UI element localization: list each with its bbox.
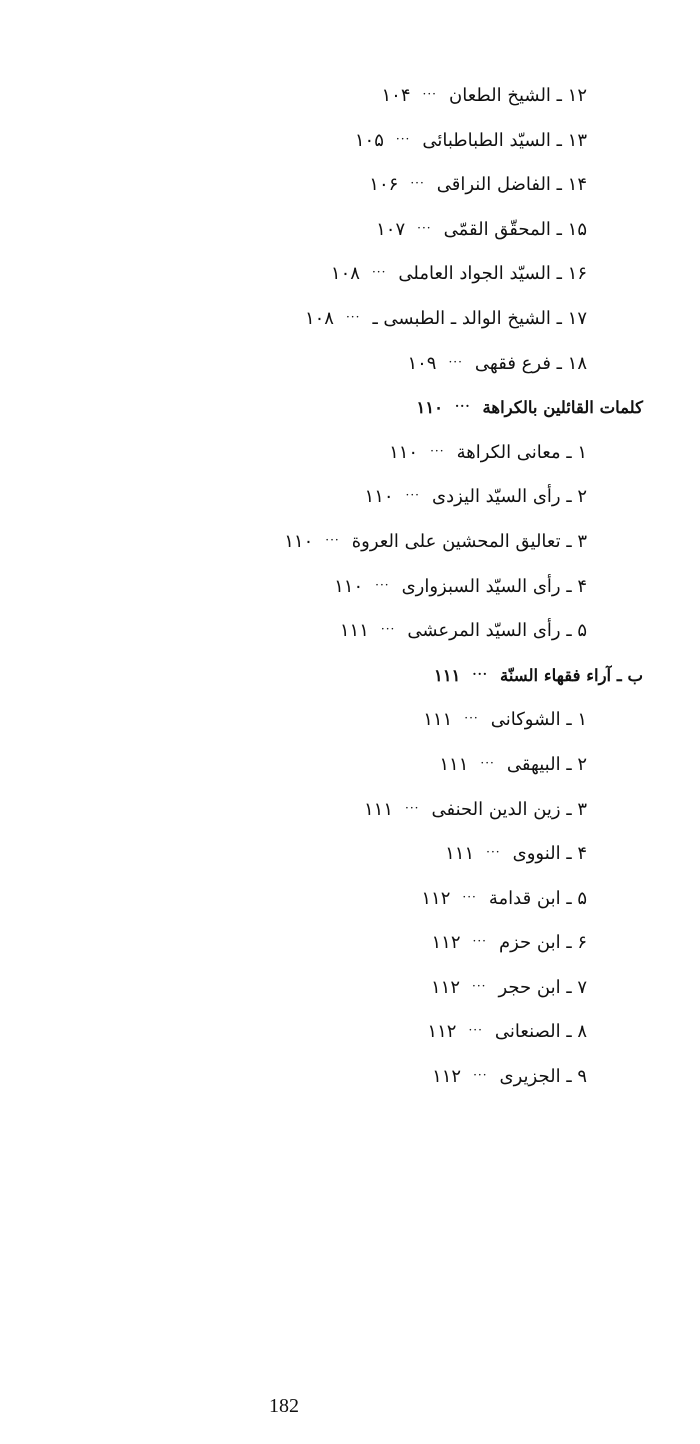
toc-entry-page: ١١٢	[421, 887, 451, 909]
toc-entry-page: ١٠٨	[304, 307, 334, 329]
toc-entry	[0, 607, 700, 652]
toc-entry	[0, 340, 700, 385]
toc-entry-page: ١١١	[364, 798, 394, 820]
toc-entry	[0, 919, 700, 964]
toc-entry-page: ١١١	[433, 665, 461, 685]
toc-entry-page: ١١٢	[431, 932, 461, 954]
toc-leader-dots: ···	[345, 309, 361, 324]
toc-entry-page: ١١٠	[389, 441, 419, 463]
toc-entry-title: ٧ ـ ابن حجر	[498, 976, 587, 998]
toc-entry-title: ١٧ ـ الشيخ الوالد ـ الطبسی ـ	[372, 307, 587, 329]
toc-entry-page: ١٠٨	[330, 263, 360, 285]
toc-entry-title: ١٣ ـ السيّد الطباطبائی	[422, 129, 587, 151]
toc-leader-dots: ···	[473, 1068, 488, 1083]
toc-entry-title: ١٨ ـ فرع فقهی	[474, 352, 587, 374]
toc-entry	[0, 964, 700, 1009]
toc-entry-page: ١٠۴	[381, 85, 411, 106]
toc-entry	[0, 518, 700, 563]
toc-entry-page: ١١٠	[416, 398, 443, 418]
toc-entry-title: ۵ ـ ابن قدامة	[488, 887, 587, 909]
toc-entry	[0, 250, 700, 295]
toc-entry-title: ۴ ـ النووی	[512, 843, 587, 865]
toc-leader-dots: ···	[405, 800, 420, 815]
toc-entry-page: ١١٠	[364, 486, 394, 508]
toc-entry-title: ۶ ـ ابن حزم	[498, 932, 587, 954]
toc-leader-dots: ···	[422, 87, 437, 101]
toc-leader-dots: ···	[430, 443, 445, 458]
toc-entry	[0, 830, 700, 875]
toc-leader-dots: ···	[480, 755, 495, 770]
toc-entry-page: ١١١	[439, 753, 469, 775]
toc-entry	[0, 117, 700, 162]
toc-entry-title: ٣ ـ زين الدين الحنفی	[431, 798, 587, 820]
toc-entry	[0, 161, 700, 206]
toc-entry	[0, 473, 700, 518]
toc-entry	[0, 563, 700, 608]
toc-entry-title: ٢ ـ رأی السيّد اليزدی	[432, 486, 587, 508]
toc-leader-dots: ···	[468, 1023, 483, 1038]
toc-leader-dots: ···	[472, 934, 487, 949]
table-of-contents	[0, 72, 700, 1098]
toc-entry-title: ١ ـ الشوكانی	[490, 709, 587, 731]
toc-entry-title: ٩ ـ الجزيری	[499, 1066, 587, 1088]
toc-leader-dots: ···	[405, 488, 420, 503]
toc-entry	[0, 72, 700, 117]
toc-leader-dots: ···	[395, 131, 411, 146]
toc-entry-title: كلمات القائلين بالكراهة	[482, 398, 643, 418]
toc-leader-dots: ···	[371, 265, 387, 280]
toc-entry	[0, 295, 700, 340]
toc-entry-title: ۴ ـ رأی السيّد السبزواری	[401, 575, 587, 597]
toc-section-heading	[0, 384, 700, 429]
toc-entry-title: ۵ ـ رأی السيّد المرعشی	[407, 620, 587, 642]
toc-entry-page: ١١٠	[334, 575, 364, 597]
toc-leader-dots: ···	[472, 978, 487, 993]
toc-entry-page: ١١١	[445, 843, 475, 865]
toc-leader-dots: ···	[448, 354, 463, 369]
toc-entry-title: ٣ ـ تعاليق المحشين على العروة	[351, 530, 587, 552]
toc-leader-dots: ···	[462, 889, 477, 904]
toc-entry-page: ١٠۶	[369, 174, 399, 196]
toc-entry	[0, 429, 700, 474]
toc-entry-page: ١١٠	[284, 530, 314, 552]
toc-entry	[0, 206, 700, 251]
toc-entry-page: ١١٢	[427, 1021, 457, 1043]
toc-entry	[0, 1053, 700, 1098]
toc-entry-title: ١۴ ـ الفاضل النراقی	[436, 174, 587, 196]
toc-leader-dots: ···	[464, 711, 479, 726]
toc-leader-dots: ···	[375, 577, 390, 592]
toc-entry-page: ١٠٧	[376, 218, 406, 240]
toc-entry	[0, 786, 700, 831]
toc-leader-dots: ···	[325, 532, 340, 547]
toc-entry-title: ١۶ ـ السيّد الجواد العاملی	[398, 263, 587, 285]
toc-entry-page: ١١٢	[432, 1066, 462, 1088]
toc-section-heading	[0, 652, 700, 697]
toc-entry-page: ١٠٩	[407, 352, 437, 374]
toc-leader-dots: ···	[417, 220, 432, 235]
toc-entry-title: ٨ ـ الصنعانی	[494, 1021, 587, 1043]
toc-entry	[0, 741, 700, 786]
toc-entry-title: ١ ـ معانی الكراهة	[456, 441, 587, 463]
toc-leader-dots: ···	[380, 622, 396, 637]
toc-entry	[0, 1008, 700, 1053]
toc-leader-dots: ···	[410, 176, 425, 191]
toc-leader-dots: ···	[472, 666, 488, 681]
toc-entry	[0, 875, 700, 920]
toc-entry-title: ١۵ ـ المحقّق القمّی	[443, 218, 587, 240]
toc-leader-dots: ···	[454, 399, 471, 414]
toc-entry-page: ١١١	[423, 709, 453, 731]
toc-entry-page: ١١٢	[431, 976, 461, 998]
toc-entry-page: ١١١	[339, 620, 369, 642]
toc-entry-title: ٢ ـ البيهقی	[506, 753, 587, 775]
page-number: 182	[269, 1395, 299, 1417]
toc-entry	[0, 696, 700, 741]
toc-leader-dots: ···	[486, 845, 501, 860]
toc-entry-page: ١٠۵	[354, 129, 384, 151]
toc-entry-title: ب ـ آراء فقهاء السنّة	[499, 665, 643, 685]
toc-entry-title: ١٢ ـ الشيخ الطعان	[448, 85, 587, 106]
